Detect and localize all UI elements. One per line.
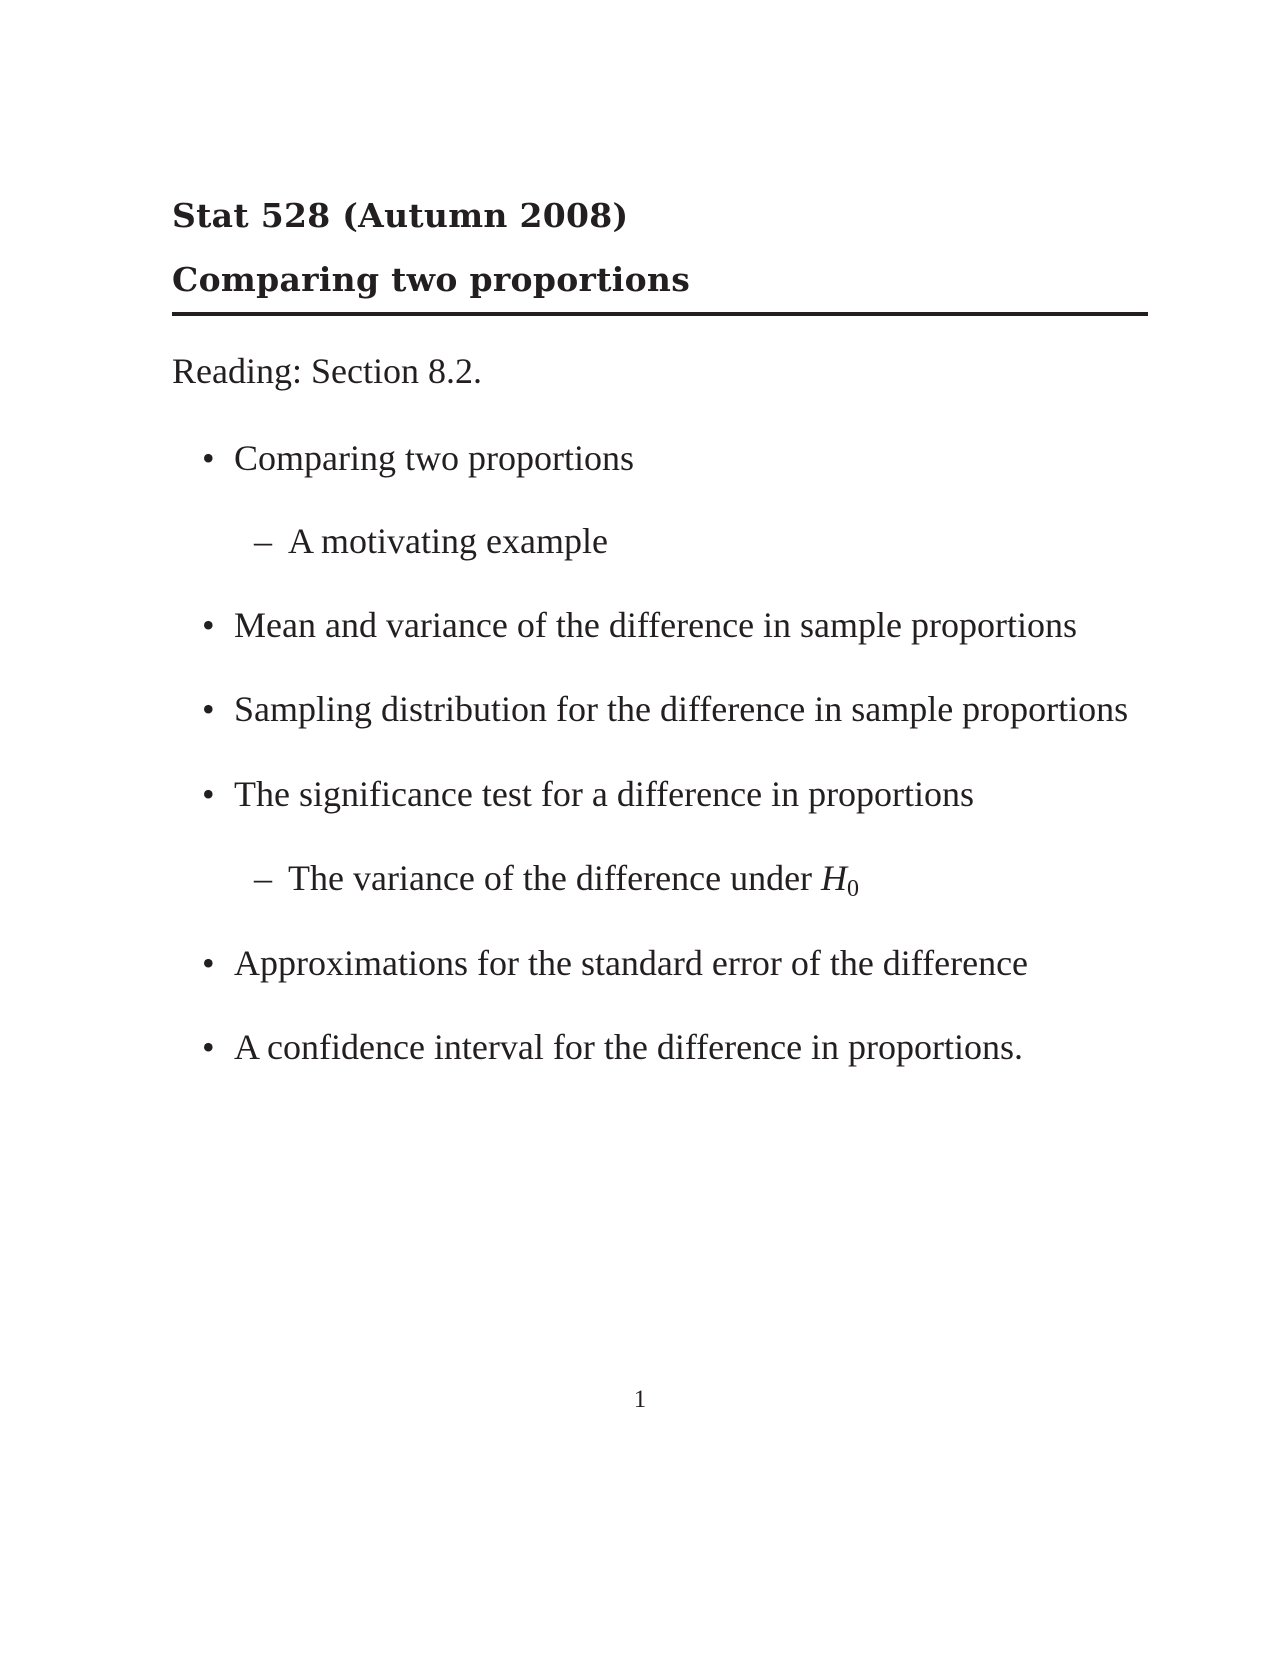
outline-item [202,773,974,815]
outline-item-text: Sampling distribution for the difference in sample proportions [234,689,1129,729]
dash-icon: – [254,521,272,561]
bullet-icon: • [202,774,215,814]
bullet-icon: • [202,943,215,983]
page-number: 1 [633,1386,647,1413]
bullet-icon: • [202,605,215,645]
outline-item-text: Comparing two proportions [234,438,634,478]
outline-item-text: The significance test for a difference in proportions [234,774,975,814]
outline-item [202,688,1128,730]
outline-item [202,1026,1023,1068]
outline-subitem [254,857,859,903]
outline-item [202,942,1028,984]
outline-subitem-text: A motivating example [288,521,608,561]
dash-icon: – [254,858,272,898]
outline-subitem [254,520,608,562]
outline-item [202,437,634,479]
bullet-icon: • [202,1027,215,1067]
outline-item-text: A confidence interval for the difference in proportions. [234,1027,1024,1067]
outline-item-text: Mean and variance of the difference in sample proportions [234,605,1078,645]
outline-item [202,604,1077,646]
reading-note: Reading: Section 8.2. [172,351,482,391]
null-hypothesis-symbol: $H_0$ [821,858,860,902]
outline-item-text: Approximations for the standard error of the difference [234,943,1029,983]
null-hypothesis-subscript: 0 [847,876,860,902]
bullet-icon: • [202,438,215,478]
bullet-icon: • [202,689,215,729]
lecture-title: Comparing two proportions [172,260,691,299]
course-title: Stat 528 (Autumn 2008) [172,196,629,235]
outline-subitem-text: The variance of the difference under [288,858,822,898]
